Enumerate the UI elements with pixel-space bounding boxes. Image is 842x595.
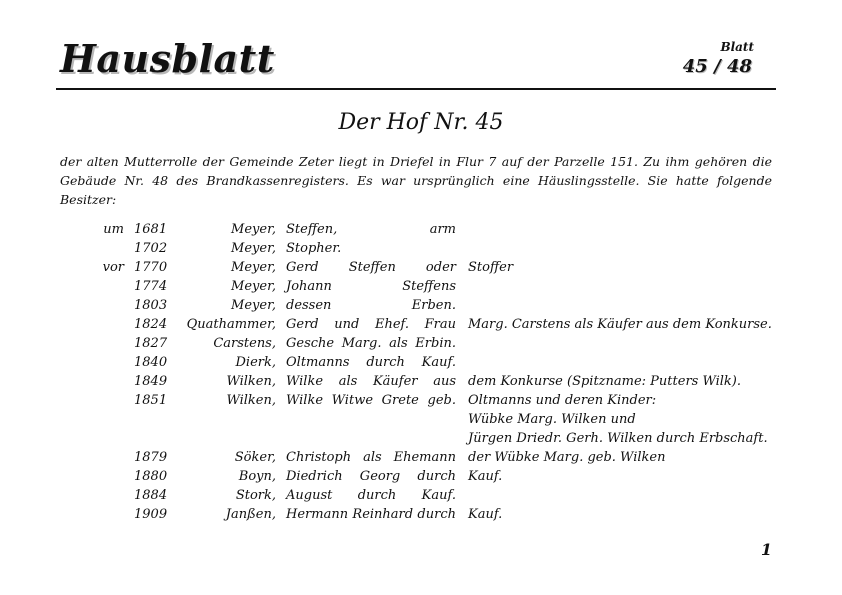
owner-year: 1909 — [134, 507, 168, 522]
owner-row — [96, 469, 796, 488]
owner-surname: Quathammer, — [186, 317, 276, 332]
blatt-number: 45 / 48 — [682, 56, 752, 77]
owner-year: 1681 — [134, 222, 168, 237]
owner-surname: Meyer, — [231, 260, 276, 275]
owner-surname: Meyer, — [231, 222, 276, 237]
owner-year: 1803 — [134, 298, 168, 313]
owner-row — [96, 298, 796, 317]
owner-row — [96, 374, 796, 393]
owner-surname: Söker, — [234, 450, 276, 465]
owner-note: Kauf. — [468, 469, 503, 484]
owner-year: 1827 — [134, 336, 168, 351]
owner-given-name: dessen Erben. — [286, 298, 456, 313]
intro-paragraph: der alten Mutterrolle der Gemeinde Zeter liegt in Driefel in Flur 7 auf der Parzelle 151. Zu ihm gehören die Gebäude Nr. 48 des Brandkassenregisters. Es war ursprünglich eine Häuslingsstelle. Sie hatte folgende Besitzer: — [60, 154, 772, 207]
owner-note: der Wübke Marg. geb. Wilken — [468, 450, 666, 465]
owner-given-name: Wilke als Käufer aus — [286, 374, 456, 389]
owner-given-name: Diedrich Georg durch — [286, 469, 456, 484]
owner-year: 1824 — [134, 317, 168, 332]
owner-year: 1849 — [134, 374, 168, 389]
owner-surname: Janßen, — [225, 507, 276, 522]
owner-given-name: Gerd Steffen oder — [286, 260, 456, 275]
owner-row — [96, 431, 796, 450]
owner-given-name: Johann Steffens — [286, 279, 456, 294]
owner-given-name: Wilke Witwe Grete geb. — [286, 393, 456, 408]
owner-row — [96, 393, 796, 412]
owner-surname: Meyer, — [231, 279, 276, 294]
owner-row — [96, 317, 796, 336]
owner-row — [96, 450, 796, 469]
owner-surname: Stork, — [235, 488, 276, 503]
owner-row — [96, 355, 796, 374]
owner-surname: Carstens, — [213, 336, 276, 351]
page-number: 1 — [760, 540, 772, 559]
owner-note: Marg. Carstens als Käufer aus dem Konkurse. — [468, 317, 772, 332]
owner-row — [96, 336, 796, 355]
owner-year: 1880 — [134, 469, 168, 484]
blatt-label: Blatt — [720, 40, 754, 54]
owner-surname: Wilken, — [226, 374, 276, 389]
owner-row — [96, 412, 796, 431]
owner-row — [96, 488, 796, 507]
owner-given-name: Gesche Marg. als Erbin. — [286, 336, 456, 351]
owner-note: Stoffer — [468, 260, 514, 275]
owner-list — [96, 222, 796, 526]
owner-note: dem Konkurse (Spitzname: Putters Wilk). — [468, 374, 741, 389]
owner-year: 1851 — [134, 393, 168, 408]
owner-surname: Meyer, — [231, 298, 276, 313]
owner-note: Kauf. — [468, 507, 503, 522]
owner-year: 1770 — [134, 260, 168, 275]
page-header-title: Hausblatt — [60, 36, 275, 81]
owner-note: Oltmanns und deren Kinder: — [468, 393, 657, 408]
owner-year: 1879 — [134, 450, 168, 465]
owner-year: 1702 — [134, 241, 168, 256]
owner-given-name: Gerd und Ehef. Frau — [286, 317, 456, 332]
owner-year: 1884 — [134, 488, 168, 503]
owner-given-name: Christoph als Ehemann — [286, 450, 456, 465]
owner-surname: Meyer, — [231, 241, 276, 256]
owner-given-name: Steffen, arm — [286, 222, 456, 237]
owner-row — [96, 222, 796, 241]
owner-row — [96, 260, 796, 279]
owner-surname: Boyn, — [238, 469, 276, 484]
owner-given-name: Hermann Reinhard durch — [286, 507, 456, 522]
owner-given-name: Stopher. — [286, 241, 342, 256]
owner-surname: Wilken, — [226, 393, 276, 408]
owner-year: 1840 — [134, 355, 168, 370]
header-rule — [56, 88, 776, 90]
owner-note: Jürgen Driedr. Gerh. Wilken durch Erbschaft. — [468, 431, 768, 446]
owner-year: 1774 — [134, 279, 168, 294]
owner-row — [96, 241, 796, 260]
page-title: Der Hof Nr. 45 — [338, 110, 504, 135]
owner-prefix: vor — [102, 260, 124, 275]
owner-row — [96, 507, 796, 526]
owner-given-name: Oltmanns durch Kauf. — [286, 355, 456, 370]
owner-row — [96, 279, 796, 298]
owner-note: Wübke Marg. Wilken und — [468, 412, 636, 427]
owner-prefix: um — [103, 222, 124, 237]
owner-surname: Dierk, — [235, 355, 276, 370]
owner-given-name: August durch Kauf. — [286, 488, 456, 503]
